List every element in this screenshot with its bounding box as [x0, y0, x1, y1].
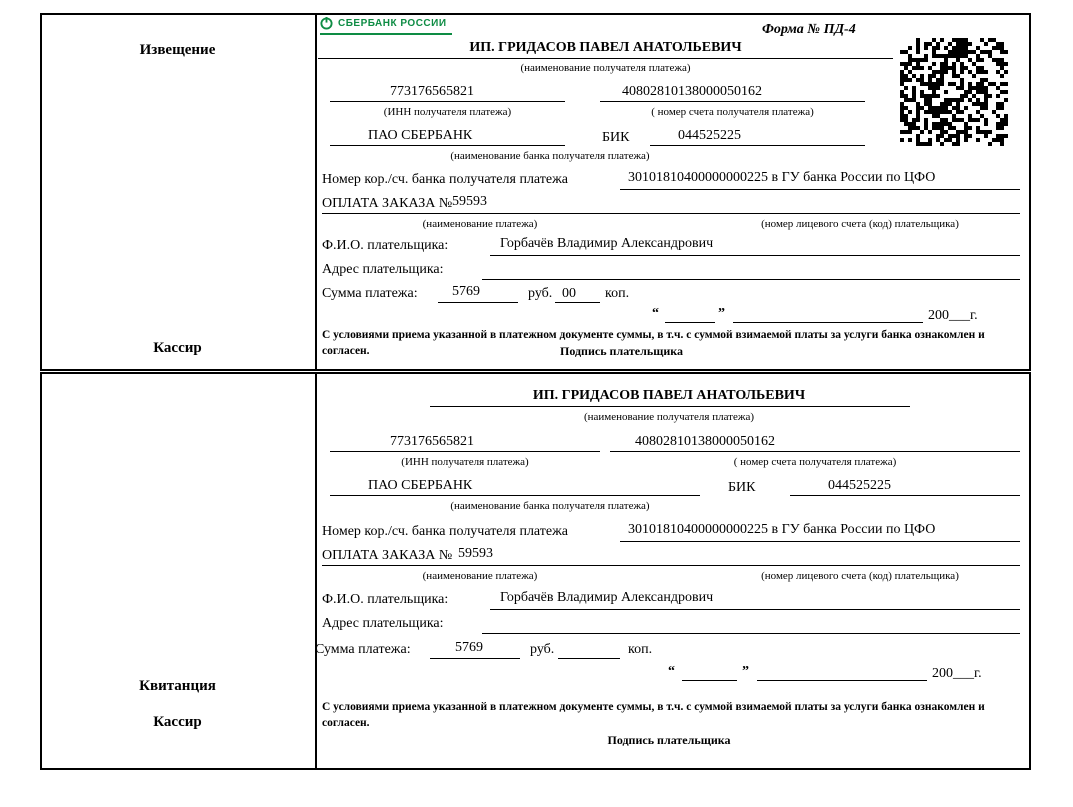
order-number: 59593	[458, 546, 493, 561]
payer-signature-label: Подпись плательщика	[607, 733, 731, 747]
inn-value: 773176565821	[390, 434, 474, 449]
notice-section-label: Извещение	[139, 42, 216, 58]
recipient-caption: (наименование получателя платежа)	[520, 62, 691, 74]
order-number: 59593	[452, 194, 487, 209]
payer-label: Ф.И.О. плательщика:	[322, 238, 449, 253]
bank-caption: (наименование банка получателя платежа)	[450, 150, 650, 162]
sberbank-logo-text: СБЕРБАНК РОССИИ	[338, 18, 447, 29]
recipient-caption: (наименование получателя платежа)	[583, 411, 755, 423]
corr-label: Номер кор./сч. банка получателя платежа	[322, 524, 568, 539]
notice-column-divider	[315, 15, 317, 369]
payer-label: Ф.И.О. плательщика:	[322, 592, 449, 607]
account-value: 40802810138000050162	[635, 434, 775, 449]
date-close-quote: ”	[718, 306, 725, 321]
bik-label: БИК	[728, 480, 756, 495]
payment-name-label: ОПЛАТА ЗАКАЗА №	[322, 548, 453, 563]
payer-signature-label: Подпись плательщика	[560, 344, 683, 358]
amount-kop-value: 00	[562, 286, 576, 301]
form-number-label: Форма № ПД-4	[762, 22, 856, 37]
receipt-cashier-label: Кассир	[153, 714, 202, 730]
bank-caption: (наименование банка получателя платежа)	[450, 500, 650, 512]
recipient-name: ИП. ГРИДАСОВ ПАВЕЛ АНАТОЛЬЕВИЧ	[532, 388, 806, 403]
sberbank-logo	[320, 17, 452, 35]
amount-rub-value: 5769	[455, 640, 483, 655]
terms-text: С условиями приема указанной в платежном документе суммы, в т.ч. с суммой взимаемой платы за услуги банка ознакомлен и согласен.	[322, 329, 985, 357]
account-value: 40802810138000050162	[622, 84, 762, 99]
payment-caption: (наименование платежа)	[422, 570, 538, 582]
qr-code	[900, 38, 1008, 146]
date-open-quote: “	[668, 664, 675, 679]
rub-label: руб.	[528, 286, 553, 301]
inn-value: 773176565821	[390, 84, 474, 99]
bik-value: 044525225	[828, 478, 891, 493]
address-label: Адрес плательщика:	[322, 262, 444, 277]
terms-text: С условиями приема указанной в платежном документе суммы, в т.ч. с суммой взимаемой платы за услуги банка ознакомлен и согласен.	[322, 701, 985, 729]
amount-rub-value: 5769	[452, 284, 480, 299]
inn-caption: (ИНН получателя платежа)	[401, 456, 529, 468]
receipt-section-label: Квитанция	[139, 678, 216, 694]
corr-value: 30101810400000000225 в ГУ банка России по ЦФО	[628, 522, 936, 537]
bik-value: 044525225	[678, 128, 741, 143]
personal-account-caption: (номер лицевого счета (код) плательщика)	[761, 570, 959, 582]
account-caption: ( номер счета получателя платежа)	[651, 106, 814, 118]
date-open-quote: “	[652, 306, 659, 321]
bank-name: ПАО СБЕРБАНК	[368, 478, 473, 493]
corr-value: 30101810400000000225 в ГУ банка России по ЦФО	[628, 170, 936, 185]
payer-name: Горбачёв Владимир Александрович	[500, 590, 714, 605]
corr-label: Номер кор./сч. банка получателя платежа	[322, 172, 568, 187]
date-year-label: 200___г.	[928, 308, 978, 323]
date-close-quote: ”	[742, 664, 749, 679]
date-year-label: 200___г.	[932, 666, 982, 681]
rub-label: руб.	[530, 642, 555, 657]
account-caption: ( номер счета получателя платежа)	[733, 456, 897, 468]
bik-label: БИК	[602, 130, 630, 145]
sberbank-circle-icon	[320, 17, 333, 30]
personal-account-caption: (номер лицевого счета (код) плательщика)	[761, 218, 959, 230]
kop-label: коп.	[628, 642, 653, 657]
notice-cashier-label: Кассир	[153, 340, 202, 356]
receipt-column-divider	[315, 374, 317, 768]
payer-name: Горбачёв Владимир Александрович	[500, 236, 714, 251]
inn-caption: (ИНН получателя платежа)	[383, 106, 512, 118]
kop-label: коп.	[605, 286, 630, 301]
amount-label: Сумма платежа:	[315, 642, 411, 657]
amount-label: Сумма платежа:	[322, 286, 418, 301]
address-label: Адрес плательщика:	[322, 616, 444, 631]
payment-name-label: ОПЛАТА ЗАКАЗА №	[322, 196, 453, 211]
bank-name: ПАО СБЕРБАНК	[368, 128, 473, 143]
payment-caption: (наименование платежа)	[422, 218, 538, 230]
recipient-name: ИП. ГРИДАСОВ ПАВЕЛ АНАТОЛЬЕВИЧ	[469, 40, 742, 55]
